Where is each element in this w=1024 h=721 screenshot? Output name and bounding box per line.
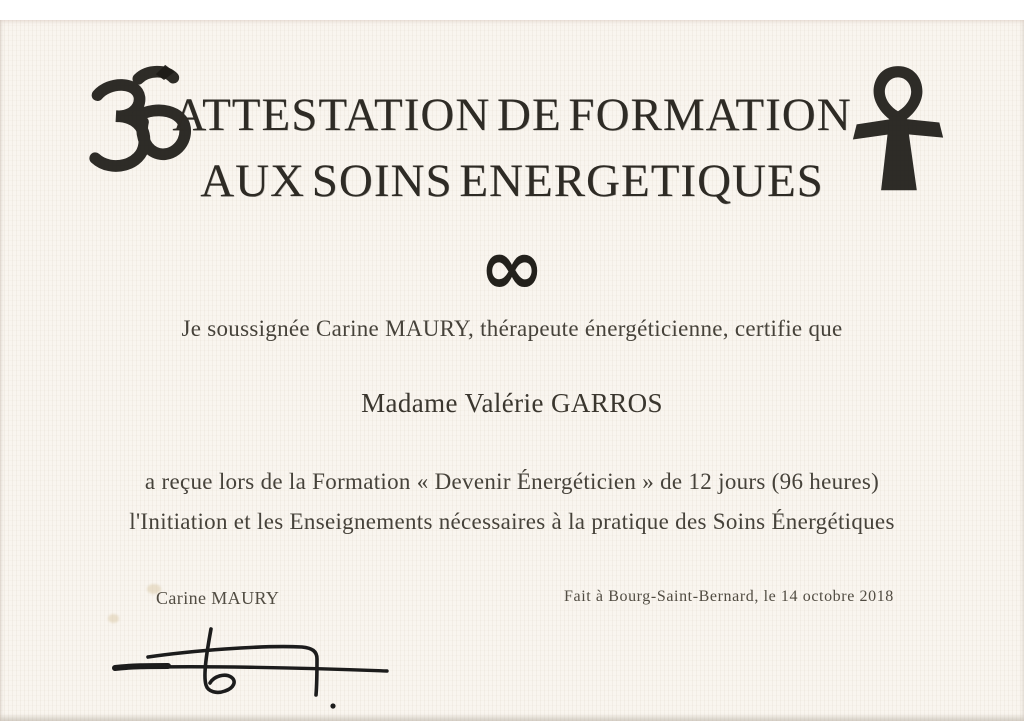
- scan-smudge: [147, 584, 161, 594]
- recipient-name: Madame Valérie GARROS: [361, 388, 663, 418]
- statement-body-line-2: l'Initiation et les Enseignements nécessaires à la pratique des Soins Énergétiques: [129, 509, 895, 534]
- title-line-1: ATTESTATION DE FORMATION: [172, 89, 852, 141]
- infinity-icon: ∞: [479, 223, 545, 313]
- statement-intro: Je soussignée Carine MAURY, thérapeute énergéticienne, certifie que: [181, 316, 843, 341]
- place-date: Fait à Bourg-Saint-Bernard, le 14 octobre 2018: [564, 588, 894, 605]
- statement-body-line-1: a reçue lors de la Formation « Devenir Énergéticien » de 12 jours (96 heures): [144, 469, 880, 494]
- title-line-2: AUX SOINS ENERGETIQUES: [200, 155, 824, 207]
- signer-name: Carine MAURY: [156, 588, 280, 608]
- signature: [90, 615, 410, 721]
